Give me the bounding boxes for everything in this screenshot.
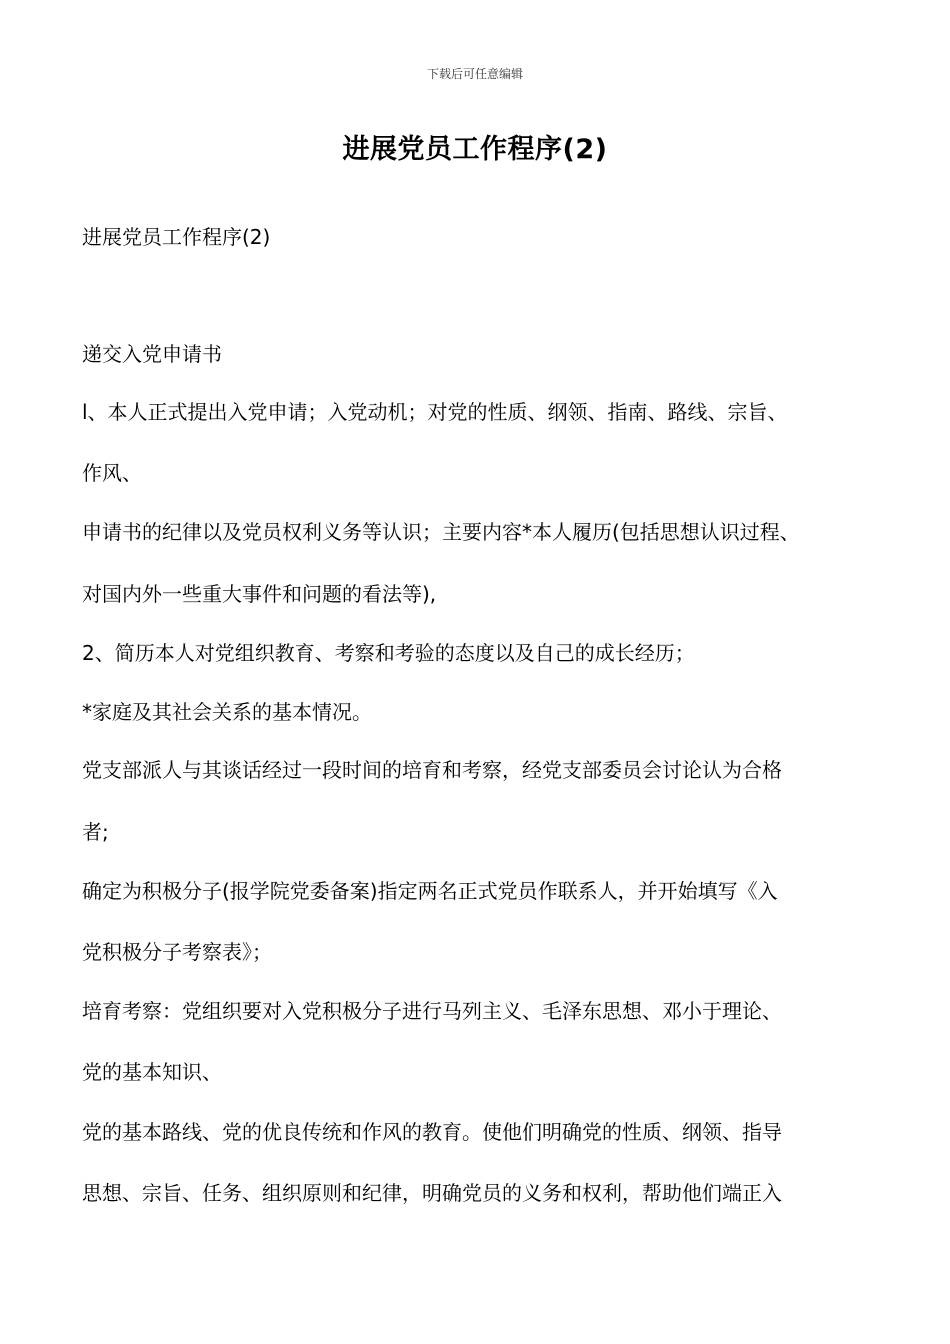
paragraph-line: 申请书的纪律以及党员权利义务等认识；主要内容*本人履历(包括思想认识过程、 <box>82 520 800 544</box>
paragraph-line: 确定为积极分子(报学院党委备案)指定两名正式党员作联系人，并开始填写《入 <box>82 879 778 903</box>
paragraph-line: 思想、宗旨、任务、组织原则和纪律，明确党员的义务和权利，帮助他们端正入 <box>82 1181 782 1205</box>
paragraph-line: *家庭及其社会关系的基本情况。 <box>82 700 372 724</box>
paragraph-line: 者; <box>82 820 109 844</box>
paragraph-line: 培育考察：党组织要对入党积极分子进行马列主义、毛泽东思想、邓小于理论、 <box>82 999 782 1023</box>
paragraph-line: 党支部派人与其谈话经过一段时间的培育和考察，经党支部委员会讨论认为合格 <box>82 758 782 782</box>
paragraph-line: 对国内外一些重大事件和问题的看法等), <box>82 582 437 606</box>
header-note: 下载后可任意编辑 <box>426 67 523 81</box>
subtitle-line: 进展党员工作程序(2) <box>82 225 271 249</box>
paragraph-line: l、本人正式提出入党申请；入党动机；对党的性质、纲领、指南、路线、宗旨、 <box>82 400 788 424</box>
paragraph-line: 党的基本知识、 <box>82 1060 222 1084</box>
paragraph-line: 党积极分子考察表》； <box>82 940 272 964</box>
document-title: 进展党员工作程序(2) <box>342 134 608 165</box>
section-heading: 递交入党申请书 <box>82 342 222 366</box>
paragraph-line: 党的基本路线、党的优良传统和作风的教育。使他们明确党的性质、纲领、指导 <box>82 1120 782 1144</box>
paragraph-line: 2、简历本人对党组织教育、考察和考验的态度以及自己的成长经历； <box>82 641 695 665</box>
paragraph-line: 作风、 <box>82 461 142 485</box>
